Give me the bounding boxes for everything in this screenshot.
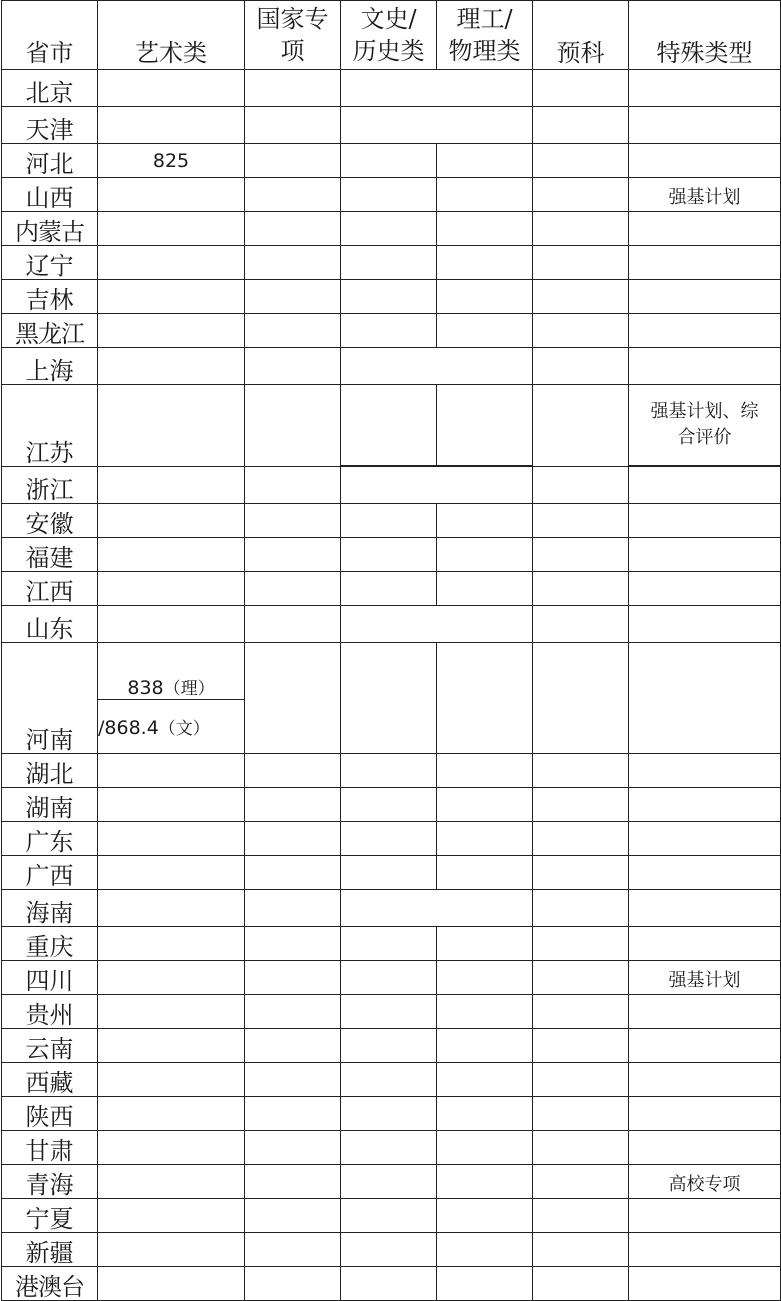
preparatory-cell [533, 348, 629, 385]
table-row [2, 314, 781, 348]
header-preparatory: 预科 [533, 1, 629, 70]
liberal-science-cell [341, 467, 533, 504]
province-cell: 北京 [2, 70, 98, 107]
art-cell [98, 107, 245, 144]
special-type-cell [629, 504, 781, 538]
art-cell [98, 385, 245, 467]
liberal-cell [341, 1267, 437, 1301]
province-cell: 天津 [2, 107, 98, 144]
special-type-cell [629, 572, 781, 606]
preparatory-cell [533, 856, 629, 890]
science-cell [437, 1063, 533, 1097]
province-cell: 云南 [2, 1029, 98, 1063]
preparatory-cell [533, 643, 629, 754]
preparatory-cell [533, 314, 629, 348]
special-type-cell: 强基计划 [629, 178, 781, 212]
national-special-cell [245, 572, 341, 606]
science-cell [437, 246, 533, 280]
preparatory-cell [533, 538, 629, 572]
national-special-cell [245, 1097, 341, 1131]
special-type-cell [629, 70, 781, 107]
admission-score-table [1, 0, 781, 1301]
table-row [2, 856, 781, 890]
science-cell [437, 788, 533, 822]
table-row [2, 212, 781, 246]
liberal-cell [341, 572, 437, 606]
art-cell [98, 178, 245, 212]
art-cell [98, 538, 245, 572]
art-cell [98, 788, 245, 822]
national-special-cell [245, 144, 341, 178]
special-type-cell [629, 1029, 781, 1063]
province-cell: 四川 [2, 961, 98, 995]
liberal-cell [341, 754, 437, 788]
special-type-cell [629, 348, 781, 385]
special-type-cell [629, 890, 781, 927]
national-special-cell [245, 1199, 341, 1233]
art-cell-liberal: /868.4（文） [98, 700, 245, 754]
science-cell [437, 822, 533, 856]
table-row [2, 178, 781, 212]
art-cell [98, 1165, 245, 1199]
preparatory-cell [533, 1267, 629, 1301]
preparatory-cell [533, 961, 629, 995]
province-cell: 江西 [2, 572, 98, 606]
special-type-cell [629, 1233, 781, 1267]
science-cell [437, 280, 533, 314]
preparatory-cell [533, 246, 629, 280]
table-row [2, 754, 781, 788]
table-row [2, 70, 781, 107]
art-cell [98, 822, 245, 856]
national-special-cell [245, 822, 341, 856]
science-cell [437, 1131, 533, 1165]
preparatory-cell [533, 144, 629, 178]
science-cell [437, 385, 533, 466]
liberal-cell [341, 212, 437, 246]
table-row [2, 348, 781, 385]
liberal-cell [341, 643, 437, 754]
art-cell [98, 1233, 245, 1267]
table-row [2, 246, 781, 280]
art-cell [98, 467, 245, 504]
province-cell: 广东 [2, 822, 98, 856]
preparatory-cell [533, 280, 629, 314]
liberal-cell [341, 856, 437, 890]
science-cell [437, 927, 533, 961]
preparatory-cell [533, 572, 629, 606]
preparatory-cell [533, 1097, 629, 1131]
table-row [2, 1063, 781, 1097]
preparatory-cell [533, 1063, 629, 1097]
liberal-cell [341, 314, 437, 348]
preparatory-cell [533, 606, 629, 643]
art-cell [98, 754, 245, 788]
table-row [2, 144, 781, 178]
province-cell: 安徽 [2, 504, 98, 538]
special-type-cell [629, 995, 781, 1029]
special-type-cell [629, 1097, 781, 1131]
table-row [2, 1165, 781, 1199]
preparatory-cell [533, 467, 629, 504]
liberal-cell [341, 788, 437, 822]
liberal-science-cell [341, 606, 533, 643]
province-cell: 西藏 [2, 1063, 98, 1097]
liberal-cell [341, 504, 437, 538]
province-cell: 辽宁 [2, 246, 98, 280]
science-cell [437, 1267, 533, 1301]
table-row [2, 504, 781, 538]
science-cell [437, 1233, 533, 1267]
header-liberal-arts: 文史/ 历史类 [341, 1, 437, 70]
province-cell: 上海 [2, 348, 98, 385]
science-cell [437, 961, 533, 995]
art-cell [98, 70, 245, 107]
art-cell [98, 1199, 245, 1233]
special-type-cell [629, 754, 781, 788]
national-special-cell [245, 467, 341, 504]
liberal-cell [341, 246, 437, 280]
liberal-cell [341, 1097, 437, 1131]
preparatory-cell [533, 1131, 629, 1165]
special-type-cell [629, 212, 781, 246]
art-cell-science: 838（理） [98, 643, 245, 700]
science-cell [437, 856, 533, 890]
liberal-cell [341, 1063, 437, 1097]
liberal-cell [341, 178, 437, 212]
national-special-cell [245, 643, 341, 754]
national-special-cell [245, 788, 341, 822]
science-cell [437, 1165, 533, 1199]
special-type-cell [629, 927, 781, 961]
preparatory-cell [533, 70, 629, 107]
national-special-cell [245, 178, 341, 212]
art-cell [98, 504, 245, 538]
preparatory-cell [533, 1233, 629, 1267]
national-special-cell [245, 504, 341, 538]
special-type-cell [629, 314, 781, 348]
liberal-cell [341, 144, 437, 178]
table-row [2, 572, 781, 606]
special-type-cell [629, 467, 781, 504]
special-type-cell [629, 144, 781, 178]
table-row [2, 1131, 781, 1165]
science-cell [437, 995, 533, 1029]
province-cell: 山东 [2, 606, 98, 643]
art-cell [98, 1063, 245, 1097]
special-type-cell [629, 606, 781, 643]
national-special-cell [245, 1233, 341, 1267]
art-cell [98, 856, 245, 890]
special-type-cell [629, 1267, 781, 1301]
province-cell: 青海 [2, 1165, 98, 1199]
header-row [2, 1, 781, 70]
liberal-science-cell [341, 348, 533, 385]
table-row [2, 1199, 781, 1233]
province-cell: 江苏 [2, 385, 98, 467]
national-special-cell [245, 1029, 341, 1063]
province-cell: 吉林 [2, 280, 98, 314]
science-cell [437, 212, 533, 246]
science-cell [437, 643, 533, 754]
science-cell [437, 754, 533, 788]
art-cell [98, 348, 245, 385]
liberal-cell [341, 385, 437, 466]
preparatory-cell [533, 385, 629, 467]
province-cell: 河北 [2, 144, 98, 178]
national-special-cell [245, 961, 341, 995]
table-row [2, 107, 781, 144]
liberal-cell [341, 822, 437, 856]
national-special-cell [245, 606, 341, 643]
province-cell: 湖北 [2, 754, 98, 788]
special-type-cell [629, 107, 781, 144]
table-row [2, 995, 781, 1029]
national-special-cell [245, 927, 341, 961]
science-cell [437, 1029, 533, 1063]
liberal-cell [341, 538, 437, 572]
preparatory-cell [533, 107, 629, 144]
table-row [2, 1267, 781, 1301]
liberal-science-cell [341, 70, 533, 107]
province-cell: 黑龙江 [2, 314, 98, 348]
art-cell [98, 1131, 245, 1165]
science-cell [437, 1199, 533, 1233]
preparatory-cell [533, 212, 629, 246]
preparatory-cell [533, 890, 629, 927]
province-cell: 贵州 [2, 995, 98, 1029]
table-row [2, 385, 781, 466]
national-special-cell [245, 1267, 341, 1301]
science-cell [437, 178, 533, 212]
table-row [2, 606, 781, 643]
national-special-cell [245, 890, 341, 927]
header-art: 艺术类 [98, 1, 245, 70]
science-cell [437, 504, 533, 538]
national-special-cell [245, 856, 341, 890]
art-cell [98, 314, 245, 348]
national-special-cell [245, 348, 341, 385]
special-type-cell [629, 856, 781, 890]
preparatory-cell [533, 1029, 629, 1063]
province-cell: 重庆 [2, 927, 98, 961]
province-cell: 山西 [2, 178, 98, 212]
science-cell [437, 314, 533, 348]
art-cell [98, 212, 245, 246]
preparatory-cell [533, 178, 629, 212]
preparatory-cell [533, 1199, 629, 1233]
national-special-cell [245, 1131, 341, 1165]
special-type-cell [629, 538, 781, 572]
preparatory-cell [533, 1165, 629, 1199]
table-row [2, 890, 781, 927]
science-cell [437, 572, 533, 606]
header-special-type: 特殊类型 [629, 1, 781, 70]
national-special-cell [245, 212, 341, 246]
liberal-cell [341, 1029, 437, 1063]
special-type-cell [629, 1063, 781, 1097]
preparatory-cell [533, 927, 629, 961]
table-row [2, 788, 781, 822]
province-cell: 海南 [2, 890, 98, 927]
science-cell [437, 144, 533, 178]
table-row [2, 1097, 781, 1131]
preparatory-cell [533, 822, 629, 856]
art-cell [98, 927, 245, 961]
province-cell: 浙江 [2, 467, 98, 504]
province-cell: 河南 [2, 643, 98, 754]
art-cell [98, 246, 245, 280]
preparatory-cell [533, 504, 629, 538]
province-cell: 湖南 [2, 788, 98, 822]
liberal-cell [341, 1199, 437, 1233]
special-type-cell [629, 1199, 781, 1233]
special-type-cell [629, 822, 781, 856]
province-cell: 港澳台 [2, 1267, 98, 1301]
art-cell [98, 572, 245, 606]
national-special-cell [245, 1063, 341, 1097]
liberal-cell [341, 961, 437, 995]
art-cell [98, 1267, 245, 1301]
province-cell: 陕西 [2, 1097, 98, 1131]
liberal-cell [341, 995, 437, 1029]
science-cell [437, 538, 533, 572]
province-cell: 宁夏 [2, 1199, 98, 1233]
header-national-special: 国家专 项 [245, 1, 341, 70]
national-special-cell [245, 70, 341, 107]
special-type-cell: 高校专项 [629, 1165, 781, 1199]
science-cell [437, 1097, 533, 1131]
national-special-cell [245, 754, 341, 788]
national-special-cell [245, 107, 341, 144]
national-special-cell [245, 538, 341, 572]
liberal-science-cell [341, 890, 533, 927]
header-science: 理工/ 物理类 [437, 1, 533, 70]
special-type-cell [629, 788, 781, 822]
table-row [2, 822, 781, 856]
art-cell [98, 995, 245, 1029]
liberal-science-cell [341, 107, 533, 144]
province-cell: 福建 [2, 538, 98, 572]
national-special-cell [245, 995, 341, 1029]
national-special-cell [245, 1165, 341, 1199]
national-special-cell [245, 314, 341, 348]
special-type-cell [629, 280, 781, 314]
art-cell [98, 961, 245, 995]
table-row [2, 927, 781, 961]
special-type-cell [629, 246, 781, 280]
province-cell: 内蒙古 [2, 212, 98, 246]
national-special-cell [245, 280, 341, 314]
table-row [2, 280, 781, 314]
table-row [2, 467, 781, 504]
preparatory-cell [533, 788, 629, 822]
special-type-cell: 强基计划 [629, 961, 781, 995]
province-cell: 广西 [2, 856, 98, 890]
art-cell [98, 606, 245, 643]
liberal-cell [341, 1233, 437, 1267]
art-cell [98, 1097, 245, 1131]
art-cell [98, 890, 245, 927]
table-row [2, 643, 781, 700]
national-special-cell [245, 246, 341, 280]
liberal-cell [341, 927, 437, 961]
national-special-cell [245, 385, 341, 467]
art-cell: 825 [98, 144, 245, 178]
table-row [2, 961, 781, 995]
table-row [2, 1029, 781, 1063]
special-type-cell: 强基计划、综 合评价 [629, 385, 781, 466]
header-province: 省市 [2, 1, 98, 70]
liberal-cell [341, 1165, 437, 1199]
special-type-cell [629, 643, 781, 754]
table-row [2, 1233, 781, 1267]
art-cell [98, 1029, 245, 1063]
liberal-cell [341, 280, 437, 314]
province-cell: 甘肃 [2, 1131, 98, 1165]
liberal-cell [341, 1131, 437, 1165]
art-cell [98, 280, 245, 314]
province-cell: 新疆 [2, 1233, 98, 1267]
preparatory-cell [533, 754, 629, 788]
special-type-cell [629, 1131, 781, 1165]
preparatory-cell [533, 995, 629, 1029]
table-row [2, 538, 781, 572]
